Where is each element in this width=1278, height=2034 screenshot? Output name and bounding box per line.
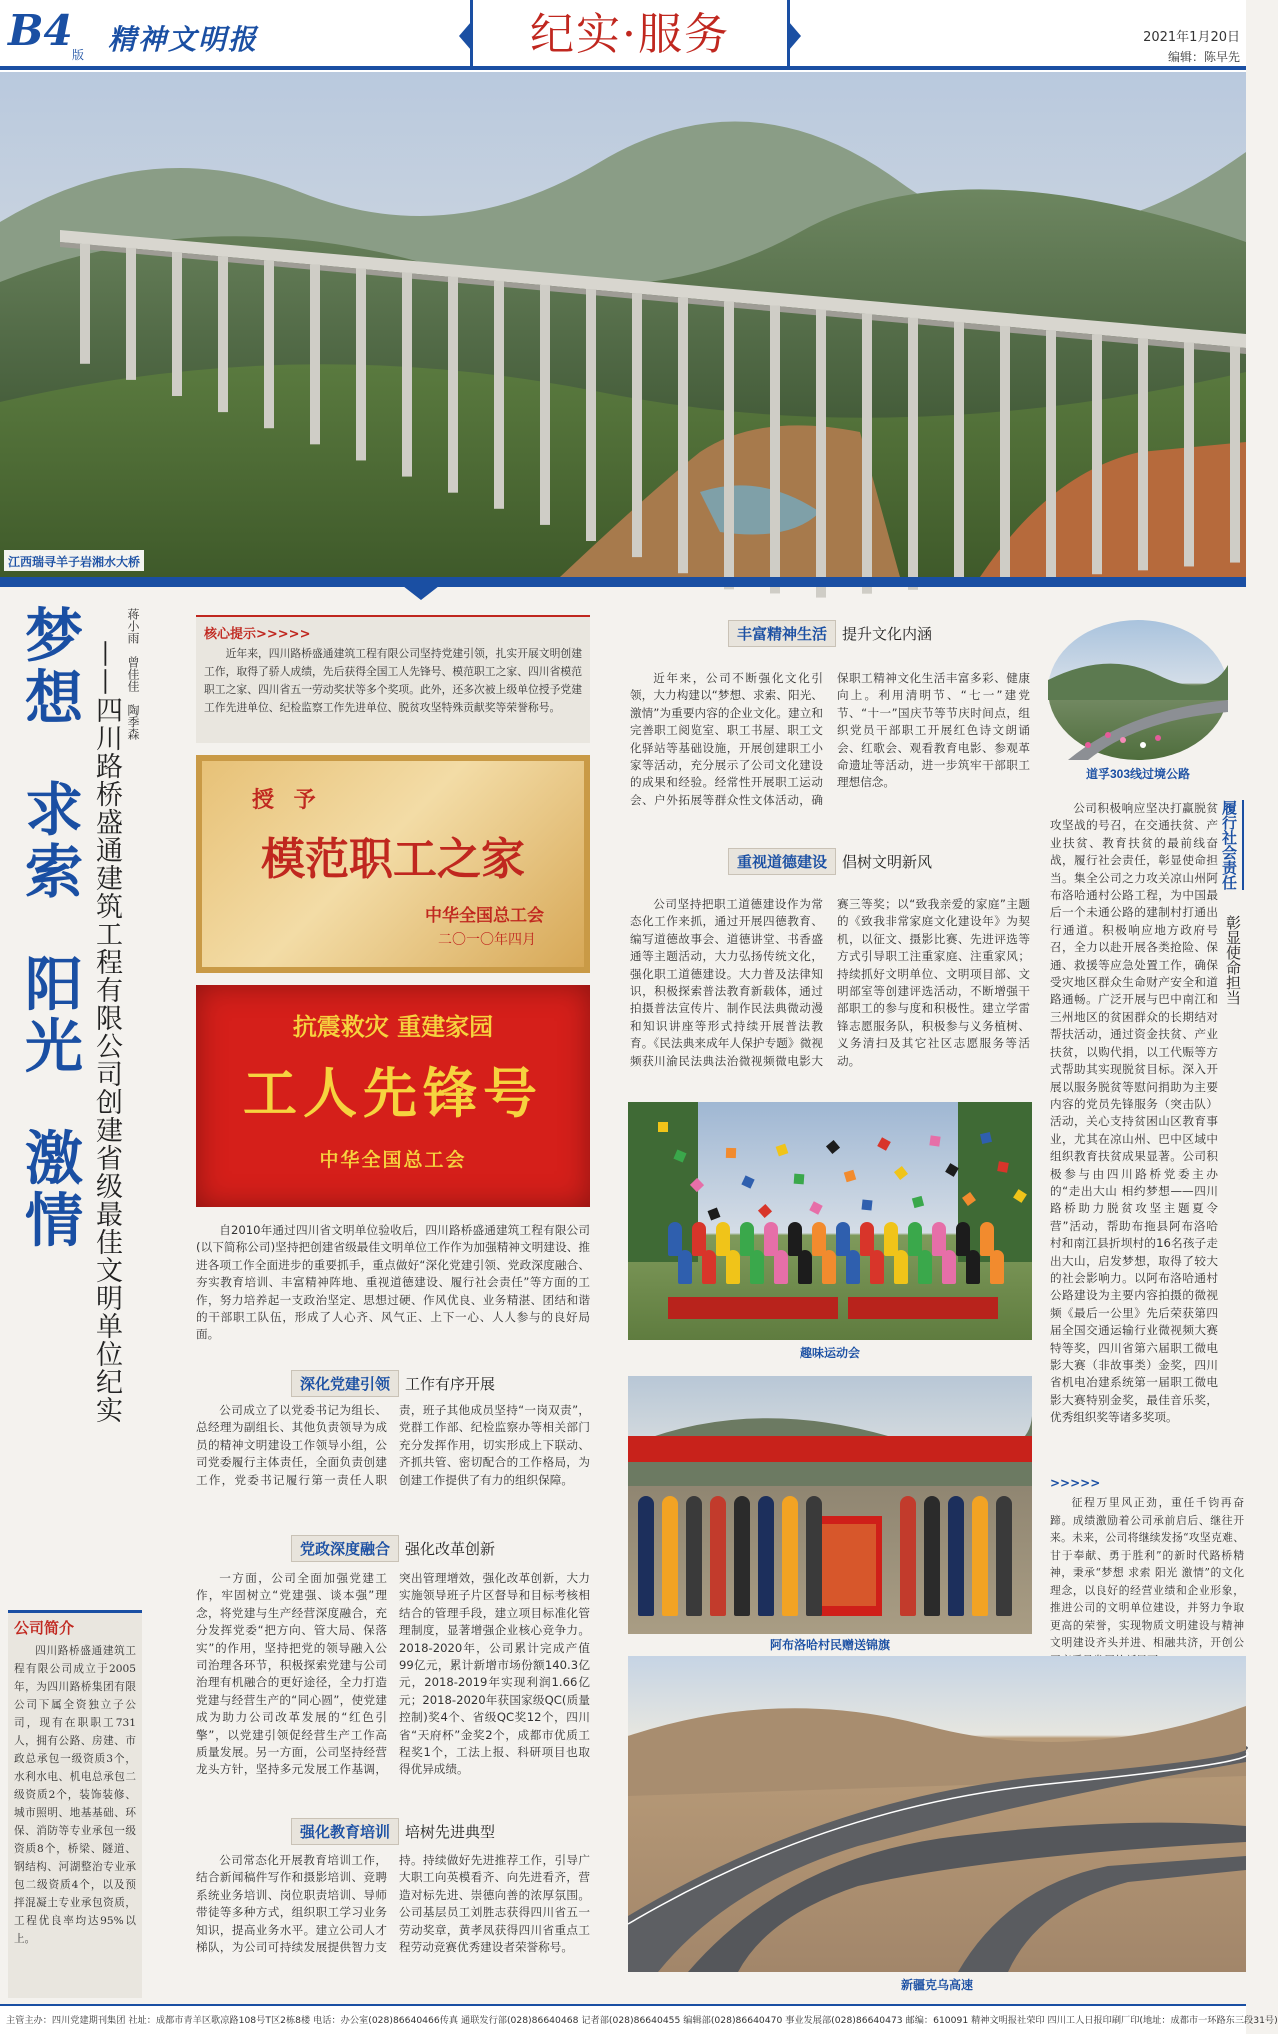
date: 2021年1月20日 [1143,30,1240,45]
bridge-pillar [632,293,642,557]
highway-photo-caption: 新疆克乌高速 [900,1978,973,1992]
section-title: 纪实·服务 [530,9,730,60]
subhead-culture-rest: 提升文化内涵 [842,625,933,643]
flag-line2: 工人先锋号 [243,1061,543,1125]
bridge-pillar [1184,342,1194,566]
author-1: 蒋小雨 [126,608,140,644]
page-code: B4 [8,6,73,55]
headline-word-4: 激情 [15,1127,83,1252]
thrown-item [726,1148,736,1158]
bridge-pillar [310,264,320,444]
subhead-morality-rest: 倡树文明新风 [842,853,933,871]
social-text: 公司积极响应坚决打赢脱贫攻坚战的号召，在交通扶贫、产业扶贫、教育扶贫的最前线奋战，履行社会责任，彰显使命担当。集全公司之力攻关凉山州阿布洛哈通村公路工程，为中国最后一个未通公路的建制村打通出行通道。积极响应地方政府号召，全力以赴开展各类抢险、保通、救援等应急处置工作，确保受灾地区群众生命财产安全和道路通畅。广泛开展与巴中南江和三州地区的贫困群众的长期结对帮扶活动，通过资金扶贫、产业扶贫，以购代捐，以工代赈等方式帮助其实现脱贫目标。深入开展以服务脱贫等慰问捐助为主要内容的党员先锋服务（突击队）活动，关心支持贫困山区教育事业，尤其在凉山州、巴中区域中组织教育扶贫成果显著。公司积极参与由四川路桥党委主办的“走出大山 相约梦想——四川路桥助力脱贫攻坚主题夏令营”活动，帮助布拖县阿布洛哈村和南江县折坝村的16名孩子走出大山，启发梦想，取得了较大的社会影响力。以阿布洛哈通村公路建设为主要内容拍摄的微视频《最后一公里》先后荣获第四届全国交通运输行业微视频大赛特等奖，四川省第六届职工微电影大赛（非故事类）金奖，四川省机电冶建系统第一届职工微电影大赛特别金奖，最佳音乐奖，优秀组织奖等诸多奖项。 [1050,801,1218,1425]
editor: 编辑：陈早先 [1167,50,1240,64]
crowd-person [918,1250,932,1284]
bridge-pillar [402,273,412,477]
paper-name: 精神文明报 [108,23,259,56]
flag-org: 中华全国总工会 [319,1149,467,1171]
social-heading: 履行社会责任 [1222,800,1244,890]
bridge-pillar [1138,338,1148,570]
banner-person [924,1496,940,1616]
road-photo-illustration [1048,620,1228,760]
subhead-party-rest: 工作有序开展 [405,1375,496,1393]
crowd-person [774,1250,788,1284]
plaque-image [196,755,590,973]
flag-image [196,985,590,1207]
intro-paragraph: 自2010年通过四川省文明单位验收后，四川路桥盛通建筑工程有限公司(以下简称公司)坚持把创建省级最佳文明单位工作作为加强精神文明建设、推进各项工作全面进步的重要抓手，重点做好“深化党建引领、党政深度融合、夯实教育培训、丰富精神阵地、重视道德建设、履行社会责任”等方面的工作，努力培养起一支政治坚定、思想过硬、作风优良、业务精湛、团结和谐的干部职工队伍，形成了人心齐、风气正、上下一心、人人参与的良好局面。 [196,1223,590,1342]
subhead-integration [196,1535,590,1562]
banner-person [782,1496,798,1616]
thrown-item [658,1122,668,1132]
bridge-pillar [1092,334,1102,574]
banner-person [900,1496,916,1616]
subhead-education [196,1818,590,1845]
bridge-pillar [908,318,918,590]
sub-headline: ——四川路桥盛通建筑工程有限公司创建省级最佳文明单位纪实 [91,640,122,1424]
integration-text: 一方面，公司全面加强党建工作，牢固树立“党建强、谈本强”理念，将党建与生产经营深度融合，充分发挥党委“把方向、管大局、保落实”的作用，坚持把党的领导融入公司治理各环节，积极探索党建与公司治理有机融合的更好途径，全力打造党建与经营生产的“同心圆”，使党建成为助力公司改革发展的“红色引擎”，以党建引领促经营生产工作高质量发展。另一方面，公司坚持经营龙头方针，坚持多元发展工作基调，突出管理增效，强化改革创新，大力实施领导班子片区督导和目标考核相结合的管理手段，建立项目标准化管理制度，显著增强企业核心竞争力。2018-2020年，公司累计完成产值99亿元，累计新增市场份额140.3亿元，2018-2019年实现利润1.66亿元；2018-2020年获国家级QC(质量控制)奖4个、省级QC奖12个，四川省“天府杯”金奖2个，成都市优质工程奖1个，工法上报、科研项目也取得优异成绩。 [196,1571,590,1777]
thrown-item [929,1135,940,1146]
conclusion-text: 征程万里风正劲，重任千钧再奋蹄。成绩激励着公司承前启后、继往开来。未来，公司将继续发扬“攻坚克难、甘于奉献、勇于胜利”的新时代路桥精神，秉承“梦想 求索 阳光 激情”的文化理念，以良好的经营业绩和企业形象，推进公司的文明单位建设，并努力争取更高的荣誉，实现物质文明建设与精神文明建设齐头并进、相融共济，开创公 [1050,1496,1244,1649]
banner-person [662,1496,678,1616]
headline-word-3: 阳光 [15,953,83,1078]
bridge-pillar [540,285,550,525]
social-subheading: 彰显使命担当 [1224,915,1242,1005]
headline-word-1: 梦想 [15,605,83,729]
banner-person [806,1496,822,1616]
thrown-item [708,1208,721,1221]
thrown-item [980,1132,992,1144]
event-photo [628,1102,1032,1340]
subhead-culture-tag: 丰富精神生活 [728,620,836,647]
plaque-date: 二〇一〇年四月 [438,932,536,948]
thrown-item [776,1144,789,1157]
banner-photo [628,1376,1032,1634]
banner-person [638,1496,654,1616]
masthead-rule [0,66,1246,70]
thrown-item [945,1163,959,1177]
company-profile-title: 公司简介 [14,1619,75,1637]
thrown-item [1013,1189,1027,1203]
bridge-pillar [724,301,734,589]
subhead-education-tag: 强化教育培训 [291,1818,399,1845]
thrown-item [997,1161,1009,1173]
footer [0,2004,1278,2034]
authors [124,608,142,740]
banner-people [628,1376,1032,1634]
crowd-person [942,1250,956,1284]
bridge-pillar [816,310,826,598]
thrown-item [794,1174,805,1185]
bridge-pillar [356,268,366,460]
highway-photo [628,1656,1246,1972]
bridge-pillar [218,256,228,412]
company-profile [8,1610,142,1998]
crowd-person [966,1250,980,1284]
banner-photo-caption: 阿布洛哈村民赠送锦旗 [769,1638,890,1652]
thrown-item [809,1201,822,1214]
road-photo [1048,620,1228,760]
event-photo-caption: 趣味运动会 [799,1346,860,1360]
bridge-pillar [770,305,780,593]
triangle-right-icon [789,22,801,50]
subhead-morality-tag: 重视道德建设 [728,848,836,875]
crowd-person [726,1250,740,1284]
core-tip-text: 近年来，四川路桥盛通建筑工程有限公司坚持党建引领，扎实开展文明创建工作，取得了骄人成绩，先后获得全国工人先锋号、模范职工之家、四川省模范职工之家、四川省五一劳动奖状等多个奖项。此外，还多次被上级单位授予党建工作先进单位、纪检监察工作先进单位、脱贫攻坚特殊贡献奖等荣誉称号。 [204,647,582,714]
event-crowd [628,1102,1032,1340]
thrown-item [758,1204,772,1218]
triangle-left-icon [459,22,471,50]
subhead-education-rest: 培树先进典型 [405,1823,496,1841]
page-suffix: 版 [72,48,85,62]
author-3: 陶季森 [126,704,140,740]
thrown-item [673,1149,686,1162]
footer-text: 主管主办：四川党建期刊集团 社址：成都市青羊区歌凉路108号T区2栋8楼 电话：办公室(028)86640466传真 通联发行部(028)86640468 记者部(028)86640455 编辑部(028)86640470 事业发展部(028)86640473 邮编：610091 精神文明报社荣印 四川工人日报印刷厂印(地址：成都市一环路东三段31号) [6,2015,1278,2026]
subhead-culture [630,620,1030,647]
top-photo-caption [4,550,144,571]
bridge-pillar [678,297,688,573]
banner-person [758,1496,774,1616]
crowd-person [798,1250,812,1284]
bridge-pillar [1230,347,1240,563]
thrown-item [912,1196,924,1208]
crowd-person [894,1250,908,1284]
flag-line1: 抗震救灾 重建家园 [292,1012,494,1041]
thrown-item [844,1170,856,1182]
main-headline [14,605,84,1252]
banner-person [972,1496,988,1616]
crowd-person [846,1250,860,1284]
section-box [470,0,790,70]
top-photo-caption-text: 江西瑞寻羊子岩湘水大桥 [8,555,141,569]
company-profile-text: 四川路桥盛通建筑工程有限公司成立于2005年，为四川路桥集团有限公司下属全资独立子公司，现有在职职工731人，拥有公路、房建、市政总承包一级资质3个，水利水电、机电总承包二级资质2个，装饰装修、城市照明、地基基础、环保、消防等专业承包一级资质8个，桥梁、隧道、钢结构、河湖整治专业承包二级资质4个，以及预拌混凝土专业承包资质，工程优良率均达95%以上。 [14,1645,136,1945]
bridge-pillar [126,248,136,380]
morality-text: 公司坚持把职工道德建设作为常态化工作来抓，通过开展四德教育、编写道德故事会、道德讲堂、书香盛通等主题活动，大力弘扬传统文化，强化职工道德建设。大力普及法律知识，积极探索普法教育新载体，通过拍摄普法宣传片、制作民法典微动漫和知识讲座等形式持续开展普法教育。《民法典来成年人保护专题》微视频获川渝民法典法治微视频微电影大赛三等奖；以“致我亲爱的家庭”主题的《致我非常家庭文化建设年》为契机，以征文、摄影比赛、先进评选等方式引导职工注重家庭、注重家风；持续抓好文明单位、文明项目部、文明部室等创建评选活动，不断增强干部职工的参与度和积极性。建立学雷锋志愿服务队，积极参与义务植树、义务清扫及其它社区志愿服务等活动。 [630,897,1030,1068]
subhead-integration-tag: 党政深度融合 [291,1535,399,1562]
top-photo [0,72,1246,577]
banner-person [734,1496,750,1616]
bridge-pillar [1000,326,1010,582]
bridge-pillar [80,244,90,364]
masthead [0,0,1246,72]
road-photo-caption: 道孚303线过境公路 [1085,767,1191,781]
culture-text: 近年来，公司不断强化文化引领，大力构建以“梦想、求索、阳光、激情”为重要内容的企业文化。建立和完善职工阅览室、职工书屋、职工文化驿站等基础设施，开展创建职工小家等活动，充分展示了公司文化建设的成果和经验。经常性开展职工运动会、户外拓展等群众性文体活动，确保职工精神文化生活丰富多彩、健康向上。利用清明节、“七一”建党节、“十一”国庆节等节庆时间点，组织党员干部职工开展红色诗文朗诵会、红歌会、观看教育电影、参观革命遗址等活动，进一步筑牢干部职工理想信念。 [630,671,1030,807]
party-text: 公司成立了以党委书记为组长、总经理为副组长、其他负责领导为成员的精神文明建设工作领导小组，公司党委履行主体责任，全面负责创建工作，党委书记履行第一责任人职责，班子其他成员坚持“一岗双责”，党群工作部、纪检监察办等相关部门充分发挥作用，切实形成上下联动、齐抓共管、密切配合的工作格局，为创建工作提供了有力的组织保障。 [196,1403,590,1487]
subhead-integration-rest: 强化改革创新 [405,1540,496,1558]
bridge-pillar [264,260,274,428]
crowd-person [990,1250,1004,1284]
crowd-person [870,1250,884,1284]
plaque-prefix: 授 予 [252,787,322,813]
education-text: 公司常态化开展教育培训工作，结合新闻稿件写作和摄影培训、竞聘系统业务培训、岗位职责培训、导师带徒等多种方式，组织职工学习业务知识，提高业务水平。建立公司人才梯队，为公司可持续发展提供智力支持。持续做好先进推荐工作，引导广大职工向英模看齐、向先进看齐，营造对标先进、崇德向善的浓厚氛围。公司基层员工刘胜志获得四川省五一劳动奖章，黄孝凤获得四川省重点工程劳动竞赛优秀建设者荣誉称号。 [196,1853,590,1955]
bridge-pillar [862,314,872,594]
banner-person [948,1496,964,1616]
headline-word-2: 求索 [15,779,83,904]
core-tip-title: 核心提示>>>>> [204,627,311,642]
thrown-item [894,1166,908,1180]
highway-photo-illustration [628,1656,1246,1972]
blue-divider [0,577,1246,587]
thrown-item [690,1178,704,1192]
thrown-item [862,1200,873,1211]
crowd-person [750,1250,764,1284]
bridge-pillar [448,277,458,493]
thrown-item [877,1137,891,1151]
bridge-pillar [172,252,182,396]
thrown-item [741,1175,754,1188]
plaque-title: 模范职工之家 [261,834,525,885]
core-tip [196,615,590,743]
bridge-pillar [586,289,596,541]
thrown-item [962,1192,976,1206]
banner-person [686,1496,702,1616]
down-arrow-icon [403,586,439,600]
plaque-org: 中华全国总工会 [425,906,544,926]
bridge-pillar [1046,330,1056,578]
subhead-party-tag: 深化党建引领 [291,1370,399,1397]
banner-person [996,1496,1012,1616]
banner-person [710,1496,726,1616]
bridge-pillars [0,72,1246,577]
bridge-pillar [494,281,504,509]
conclusion-marker: >>>>> [1050,1476,1101,1490]
thrown-item [826,1140,840,1154]
author-2: 曾佳佳 [126,656,140,692]
crowd-person [678,1250,692,1284]
crowd-person [702,1250,716,1284]
bridge-pillar [954,322,964,586]
subhead-morality [630,848,1030,875]
subhead-party [196,1370,590,1397]
crowd-person [822,1250,836,1284]
